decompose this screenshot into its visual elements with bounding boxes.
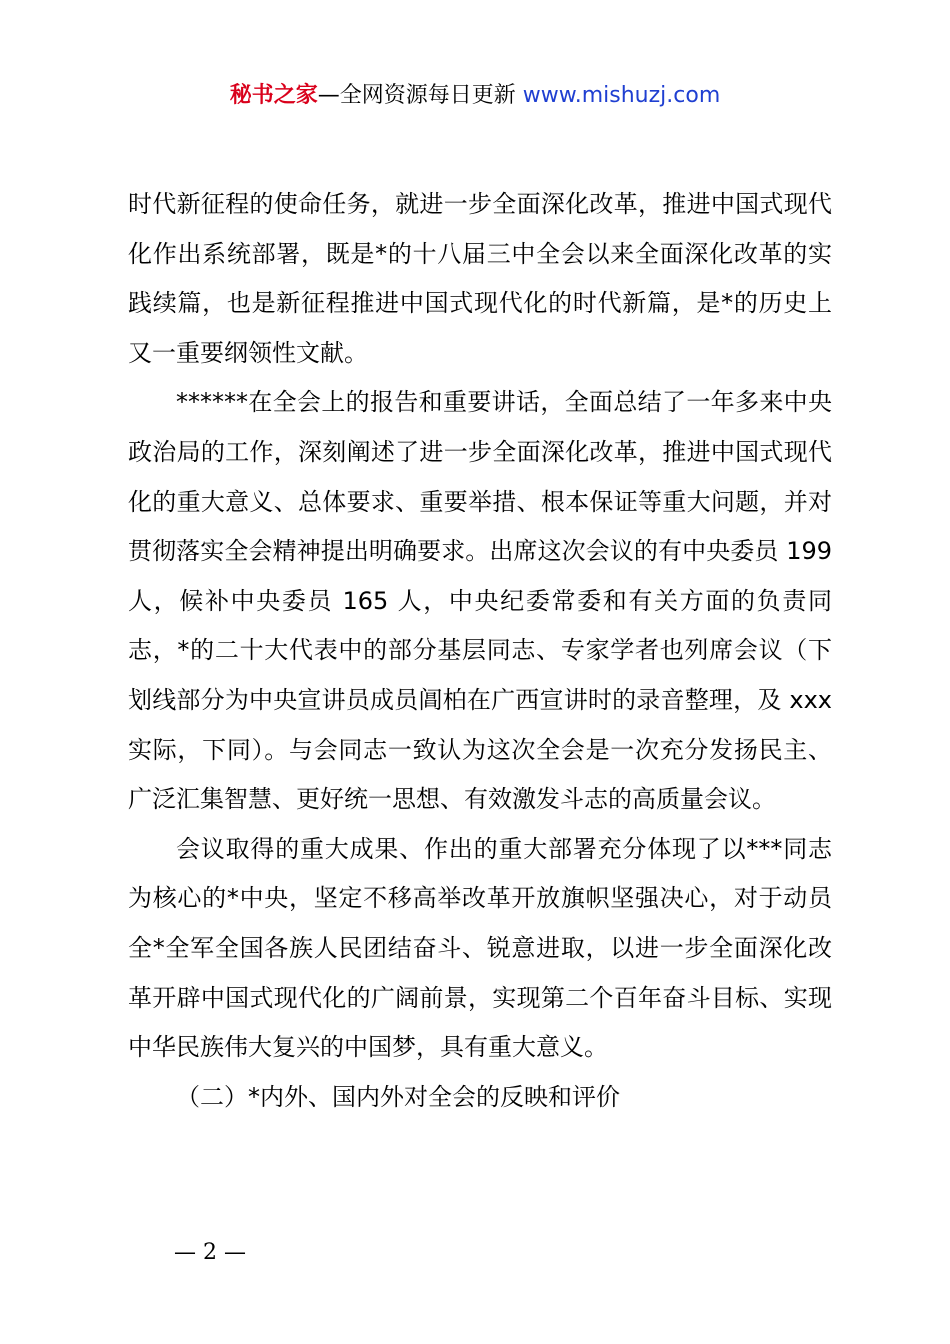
document-body (128, 180, 832, 1122)
body-paragraph-3: 会议取得的重大成果、作出的重大部署充分体现了以***同志为核心的*中央，坚定不移高举改革开放旗帜坚强决心，对于动员全*全军全国各族人民团结奋斗、锐意进取，以进一步全面深化改革开辟中国式现代化的广阔前景，实现第二个百年奋斗目标、实现中华民族伟大复兴的中国梦，具有重大意义。 (128, 834, 832, 1062)
header-brand: 秘书之家 (229, 83, 318, 108)
section-heading: （二）*内外、国内外对全会的反映和评价 (176, 1082, 620, 1111)
page-number: — 2 — (174, 1240, 246, 1265)
body-paragraph-1: 时代新征程的使命任务，就进一步全面深化改革，推进中国式现代化作出系统部署，既是*的十八届三中全会以来全面深化改革的实践续篇，也是新征程推进中国式现代化的时代新篇，是*的历史上又一重要纲领性文献。 (128, 190, 832, 367)
document-header (0, 80, 950, 112)
header-tagline: —全网资源每日更新 (317, 83, 523, 108)
header-url-link[interactable]: www.mishuzj.com (522, 83, 721, 108)
body-paragraph-2: ******在全会上的报告和重要讲话，全面总结了一年多来中央政治局的工作，深刻阐述了进一步全面深化改革，推进中国式现代化的重大意义、总体要求、重要举措、根本保证等重大问题，并对贯彻落实全会精神提出明确要求。出席这次会议的有中央委员 199 人，候补中央委员 165 人，中央纪委常委和有关方面的负责同志，*的二十大代表中的部分基层同志、专家学者也列席会议（下划线部分为中央宣讲员成员阊柏在广西宣讲时的录音整理，及 xxx 实际，下同）。与会同志一致认为这次全会是一次充分发扬民主、广泛汇集智慧、更好统一思想、有效激发斗志的高质量会议。 (128, 388, 832, 814)
